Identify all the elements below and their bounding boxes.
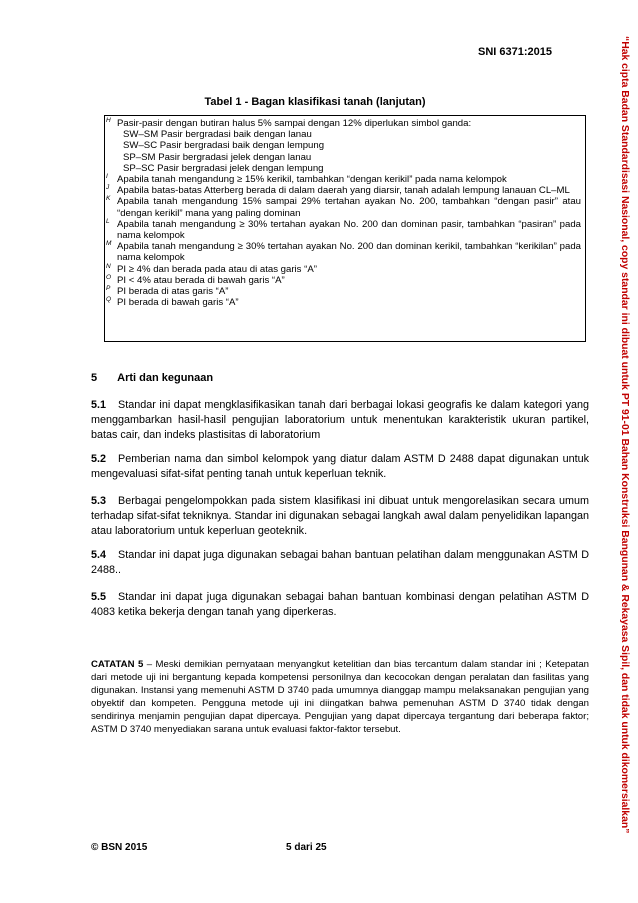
note-marker: Q — [106, 296, 112, 304]
note-m — [106, 240, 581, 264]
note-text: Pasir-pasir dengan butiran halus 5% sampai dengan 12% diperlukan simbol ganda: — [117, 118, 472, 129]
note-n — [106, 262, 581, 275]
note-marker: N — [106, 262, 111, 270]
note-marker: H — [106, 117, 111, 124]
paragraph-text: Standar ini dapat juga digunakan sebagai bahan bantuan kombinasi dengan pelatihan ASTM D 4083 ketika bekerja dengan tanah yang diperkeras. — [91, 591, 589, 618]
catatan-text: – Meski demikian pernyataan menyangkut ketelitian dan bias tercantum dalam standar ini ; Ketepatan dari metode uji ini bergantung kepada kompetensi personilnya dan kecocokan dengan peralatan dan fasilitas yang digunakan. Instansi yang memenuhi ASTM D 3740 pada umumnya dianggap mampu melaksanakan pengujian yang obyektif dan kompeten. Pengguna metode uji ini diingatkan bahwa pemenuhan ASTM D 3740 tidak dengan sendirinya menjamin pengujian dapat dipercaya. Pengujian yang dapat dipercaya tergantung dari beberapa faktor; ASTM D 3740 menyediakan sarana untuk evaluasi faktor-faktor tersebut. — [91, 659, 589, 735]
note-subline: SW–SM Pasir bergradasi baik dengan lanau — [123, 129, 312, 141]
copyright-watermark-strip — [606, 0, 638, 903]
paragraph-text: Berbagai pengelompokkan pada sistem klasifikasi ini dibuat untuk mengorelasikan secara umum terhadap sifat-sifat tekniknya. Standar ini digunakan sebagai langkah awal dalam penyelidikan lapangan atau laboratorium untuk keperluan geoteknik. — [91, 495, 589, 537]
note-marker: M — [106, 240, 112, 248]
paragraph-text: Pemberian nama dan simbol kelompok yang diatur dalam ASTM D 2488 dapat digunakan untuk mengevaluasi sifat-sifat penting tanah untuk keperluan teknik. — [91, 453, 589, 480]
note-marker: I — [106, 173, 108, 181]
table-notes-box — [104, 115, 586, 342]
note-marker: P — [106, 285, 111, 293]
note-l — [106, 217, 581, 242]
table-title: Tabel 1 - Bagan klasifikasi tanah (lanjutan) — [204, 96, 426, 108]
note-marker: O — [106, 273, 112, 281]
note-text: PI berada di bawah garis “A” — [117, 297, 239, 309]
copyright-watermark: “Hak cipta Badan Standardisasi Nasional, copy standar ini dibuat untuk PT 91-01 Bahan Konstruksi Bangunan & Rekayasa Sipil, dan tidak untuk dikomersialkan” — [619, 36, 630, 834]
note-marker: K — [106, 195, 111, 203]
paragraph-number: 5.1 — [91, 399, 107, 411]
section-number: 5 — [91, 372, 98, 384]
note-text: Apabila tanah mengandung 15% sampai 29% tertahan ayakan No. 200, tambahkan “dengan pasir” atau “dengan kerikil” mana yang paling dominan — [117, 196, 581, 219]
paragraph-text: Standar ini dapat juga digunakan sebagai bahan bantuan pelatihan dalam menggunakan ASTM D 2488.. — [91, 549, 589, 576]
paragraph-5-2 — [91, 452, 589, 482]
paragraph-5-1 — [91, 398, 589, 443]
note-o — [106, 273, 581, 286]
section-heading — [91, 372, 213, 384]
note-text: PI ≥ 4% dan berada pada atau di atas garis “A” — [117, 263, 317, 275]
note-text: Apabila batas-batas Atterberg berada di dalam daerah yang diarsir, tanah adalah lempung lanauan CL–ML — [117, 185, 570, 197]
catatan-note — [91, 658, 589, 736]
note-i — [106, 173, 581, 186]
note-subline: SW–SC Pasir bergradasi baik dengan lempung — [123, 140, 325, 152]
footer-copyright: © BSN 2015 — [91, 842, 148, 853]
standard-number: SNI 6371:2015 — [478, 46, 552, 58]
note-text: Apabila tanah mengandung ≥ 30% tertahan ayakan No. 200 dan dominan pasir, tambahkan “pasiran” pada nama kelompok — [117, 218, 581, 242]
paragraph-text: Standar ini dapat mengklasifikasikan tanah dari berbagai lokasi geografis ke dalam kategori yang menggambarkan hasil-hasil pengujian laboratorium untuk menentukan karakteristik ukuran partikel, batas cair, dan indeks plastisitas di laboratorium — [91, 399, 589, 441]
note-q — [106, 296, 581, 309]
note-marker: J — [106, 184, 110, 192]
note-text: PI berada di atas garis “A” — [117, 286, 229, 298]
note-text: Apabila tanah mengandung ≥ 30% tertahan ayakan No. 200 dan dominan kerikil, tambahkan “kerikilan” pada nama kelompok — [117, 241, 581, 264]
note-text: PI < 4% atau berada di bawah garis “A” — [117, 274, 285, 286]
footer-page-number: 5 dari 25 — [286, 842, 327, 853]
note-subline: SP–SM Pasir bergradasi jelek dengan lanau — [123, 151, 312, 163]
paragraph-number: 5.4 — [91, 549, 107, 561]
note-h — [106, 117, 581, 174]
note-k — [106, 195, 581, 219]
paragraph-number: 5.3 — [91, 495, 107, 507]
paragraph-number: 5.2 — [91, 453, 107, 465]
section-title: Arti dan kegunaan — [117, 372, 214, 384]
paragraph-number: 5.5 — [91, 591, 107, 603]
note-marker: L — [106, 217, 110, 225]
note-p — [106, 285, 581, 298]
note-text: Apabila tanah mengandung ≥ 15% kerikil, tambahkan “dengan kerikil” pada nama kelompok — [117, 174, 507, 186]
paragraph-5-5 — [91, 590, 589, 620]
note-j — [106, 184, 581, 197]
paragraph-5-4 — [91, 548, 589, 578]
paragraph-5-3 — [91, 494, 589, 539]
note-subline: SP–SC Pasir bergradasi jelek dengan lempung — [123, 162, 324, 174]
catatan-label: CATATAN 5 — [91, 659, 144, 670]
